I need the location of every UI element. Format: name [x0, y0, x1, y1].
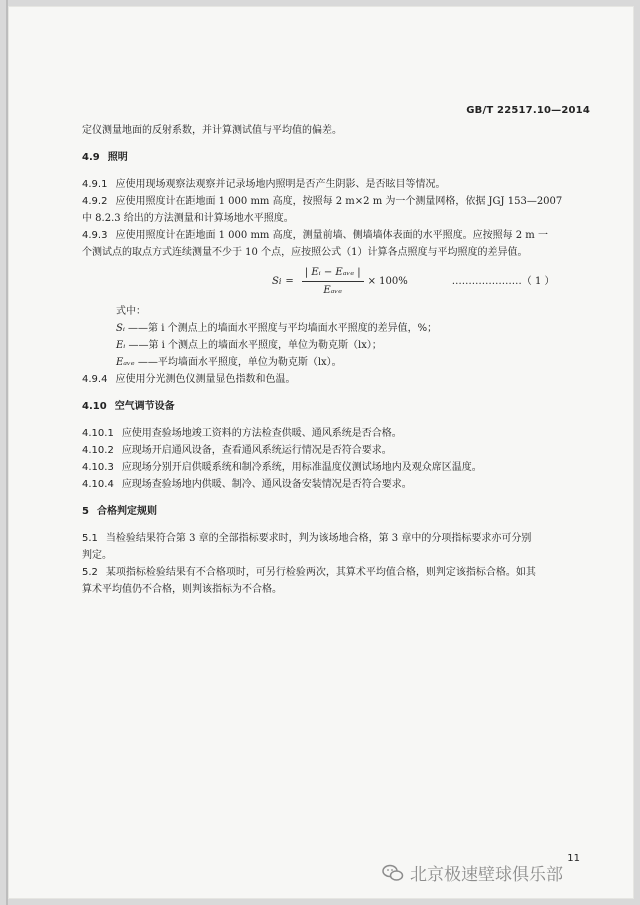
definitions-intro: 式中：	[116, 306, 146, 317]
clause-4-10-4: 4.10.4 应现场查验场地内供暖、制冷、通风设备安装情况是否符合要求。	[82, 479, 412, 490]
watermark-text: 北京极速壁球俱乐部	[410, 865, 563, 885]
formula-denominator: Eₐᵥₑ	[323, 284, 343, 296]
formula-lhs: S	[272, 275, 279, 287]
definition-item: Eₐᵥₑ ——平均墙面水平照度，单位为勒克斯（lx）。	[116, 357, 342, 368]
clause-4-9-2: 4.9.2 应使用照度计在距地面 1 000 mm 高度，按照每 2 m×2 m 为一个测量网格，依据 JGJ 153—2007 中 8.2.3 给出的方法测量和计算场地水平照度。	[82, 196, 563, 224]
clause-4-9-4: 4.9.4 应使用分光测色仪测量显色指数和色温。	[82, 374, 296, 385]
wechat-icon	[382, 864, 404, 882]
section-heading-4-9: 4.9 照明	[82, 152, 128, 163]
standard-code: GB/T 22517.10—2014	[466, 105, 590, 116]
clause-4-9-3: 4.9.3 应使用照度计在距地面 1 000 mm 高度，测量前墙、侧墙墙体表面的水平照度。应按照每 2 m 一 个测试点的取点方式连续测量不少于 10 个点，应按照公式（1）计算各点照度与平均照度的差异值。	[82, 230, 548, 258]
formula-equals: =	[285, 275, 294, 287]
page-number: 11	[567, 853, 580, 864]
formula-lhs-sub: i	[278, 276, 282, 286]
definition-item: Eᵢ ——第 i 个测点上的墙面水平照度，单位为勒克斯（lx）；	[116, 340, 382, 351]
formula-numerator: | Eᵢ − Eₐᵥₑ |	[302, 264, 364, 282]
formula-1	[272, 265, 594, 297]
formula-number: …………………（ 1 ）	[451, 275, 555, 287]
section-heading-5: 5 合格判定规则	[82, 506, 157, 517]
clause-5-2: 5.2 某项指标检验结果有不合格项时，可另行检验两次，其算术平均值合格，则判定该指标合格。如其 算术平均值仍不合格，则判该指标为不合格。	[82, 567, 536, 595]
definition-item: Sᵢ ——第 i 个测点上的墙面水平照度与平均墙面水平照度的差异值，%；	[116, 323, 438, 334]
watermark	[382, 860, 563, 885]
clause-4-10-3: 4.10.3 应现场分别开启供暖系统和制冷系统，用标准温度仪测试场地内及观众席区温度。	[82, 462, 482, 473]
clause-5-1: 5.1 当检验结果符合第 3 章的全部指标要求时，判为该场地合格，第 3 章中的分项指标要求亦可分别 判定。	[82, 533, 532, 561]
intro-paragraph: 定仪测量地面的反射系数，并计算测试值与平均值的偏差。	[82, 125, 342, 136]
clause-4-10-2: 4.10.2 应现场开启通风设备，查看通风系统运行情况是否符合要求。	[82, 445, 392, 456]
clause-4-9-1: 4.9.1 应使用现场观察法观察并记录场地内照明是否产生阴影、是否眩目等情况。	[82, 179, 446, 190]
formula-tail: × 100%	[367, 275, 408, 287]
document-body	[82, 122, 594, 598]
formula-fraction	[302, 264, 364, 299]
clause-4-10-1: 4.10.1 应使用查验场地竣工资料的方法检查供暖、通风系统是否合格。	[82, 428, 402, 439]
symbol-definitions	[116, 303, 594, 371]
section-heading-4-10: 4.10 空气调节设备	[82, 401, 175, 412]
